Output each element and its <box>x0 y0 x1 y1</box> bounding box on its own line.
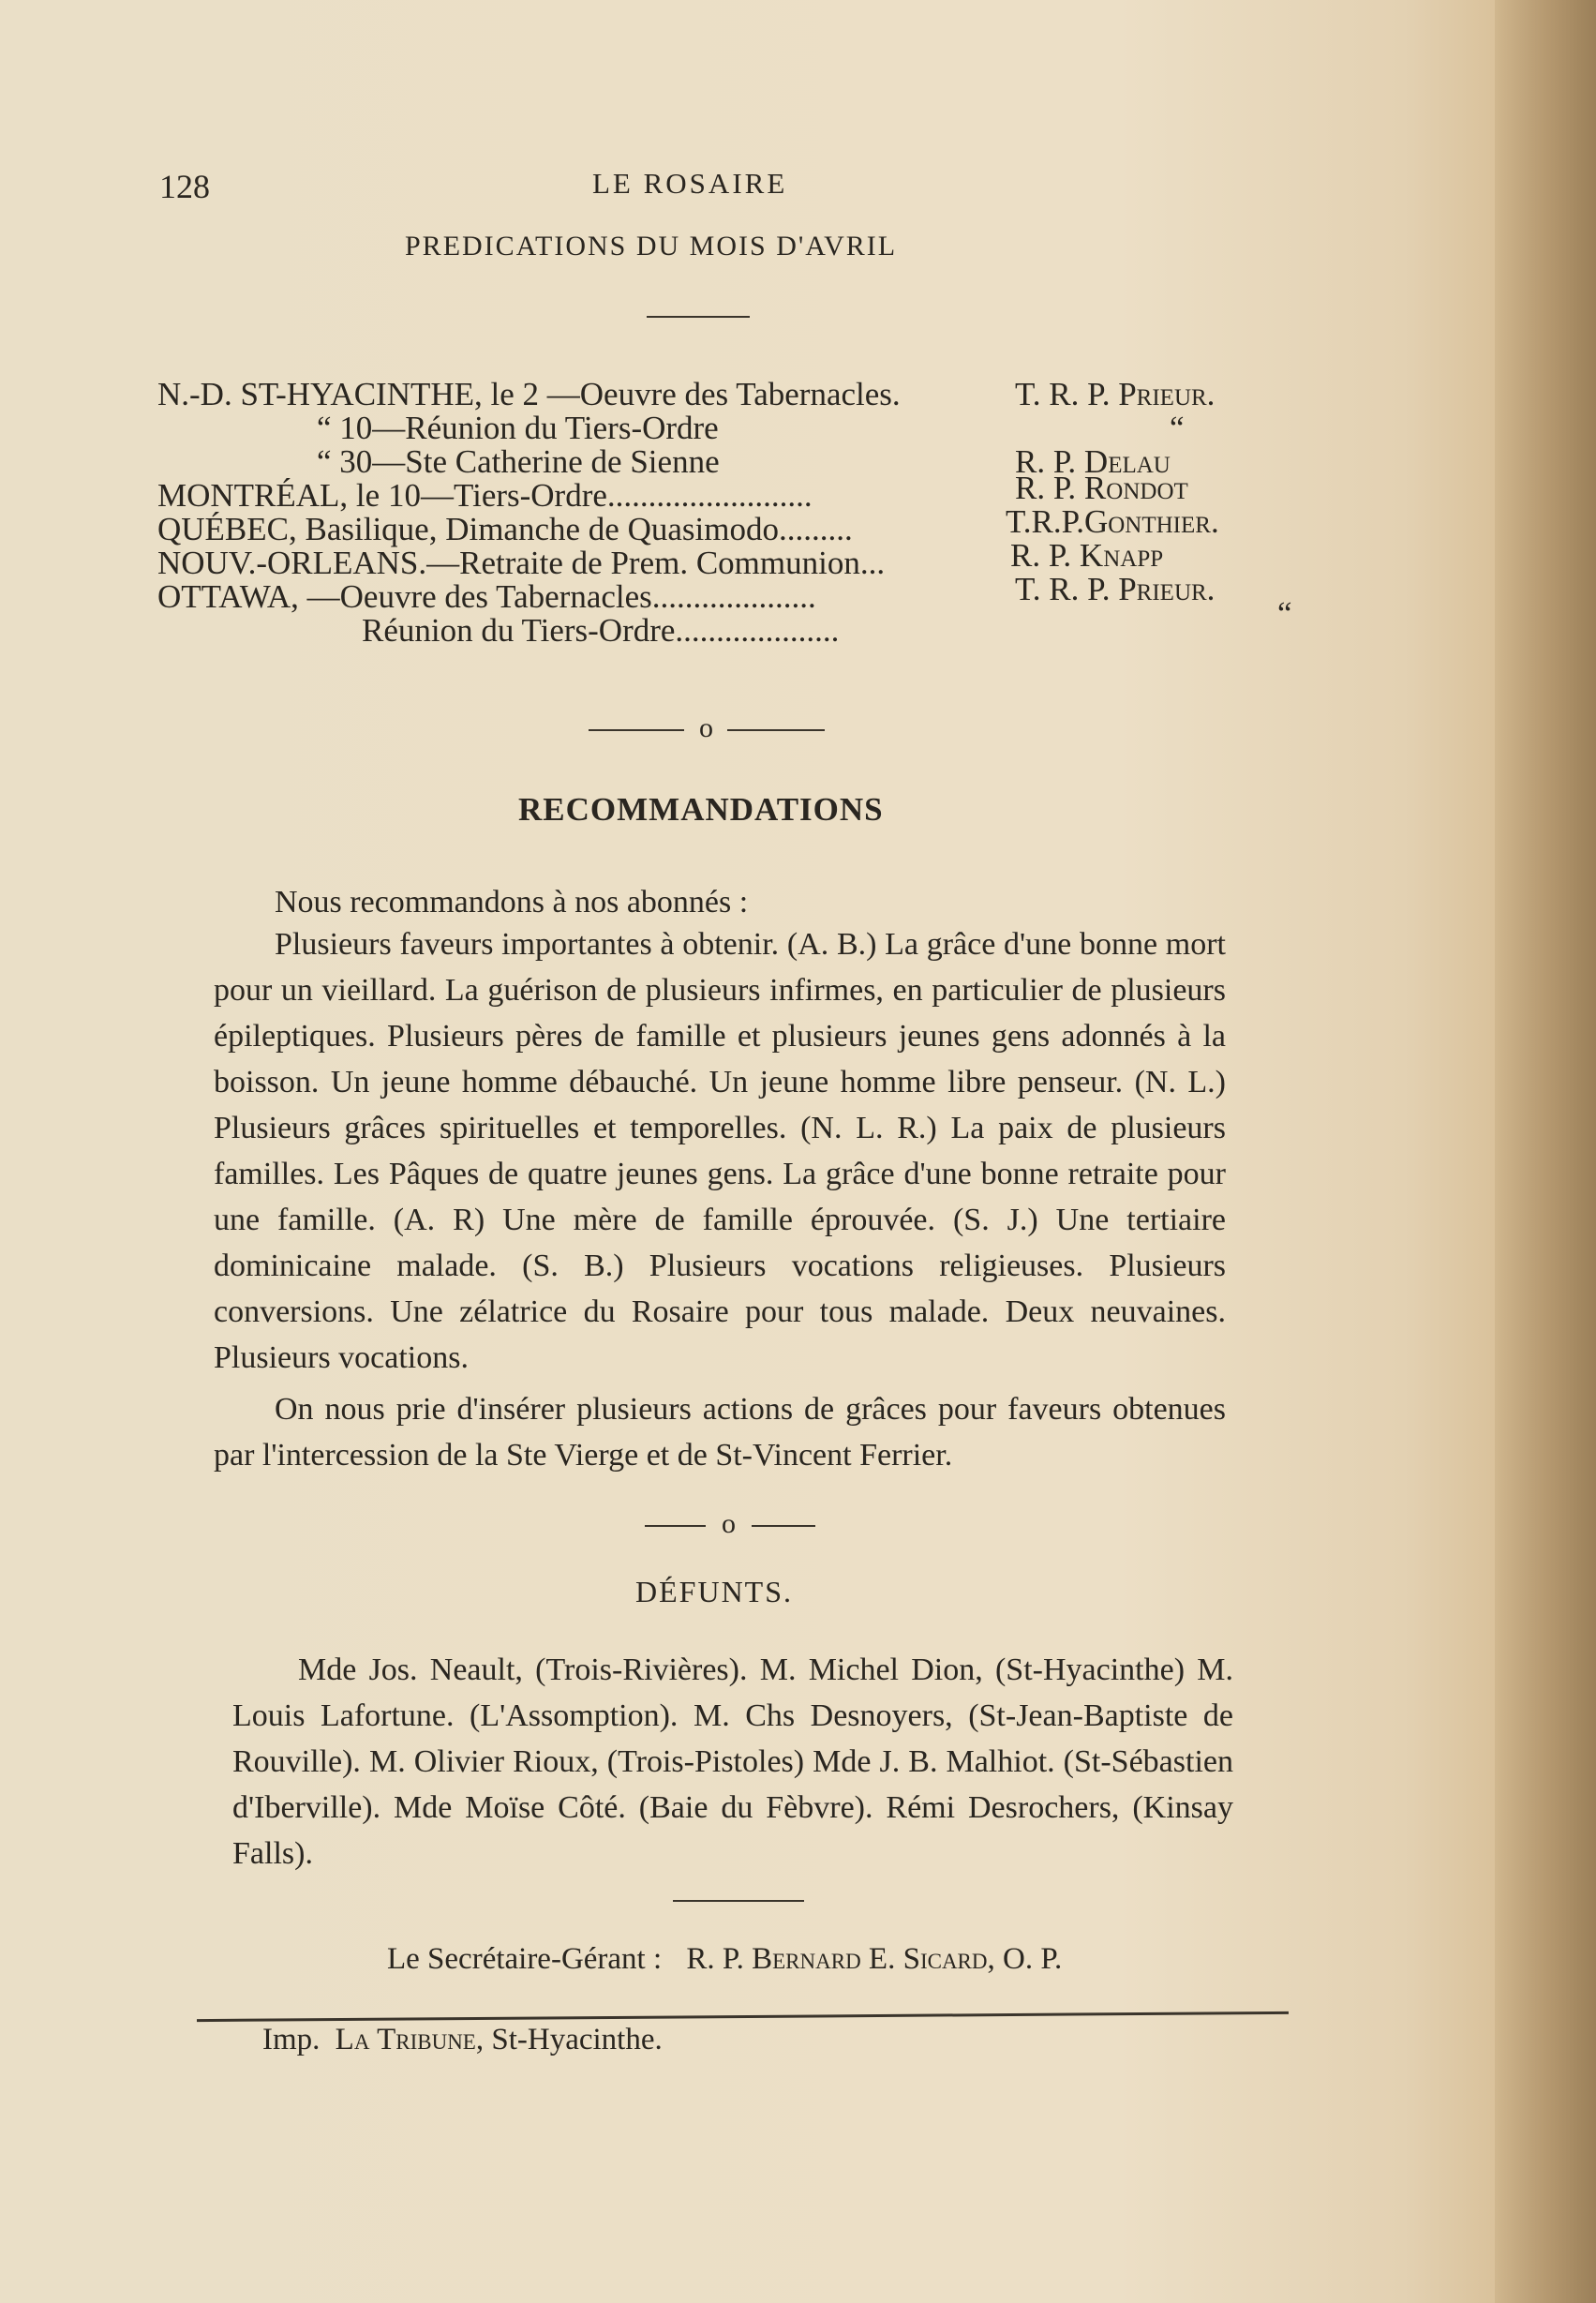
separator-right <box>727 729 825 731</box>
bottom-rule <box>197 2011 1289 2022</box>
separator-right <box>752 1525 815 1527</box>
schedule-preacher: “ <box>1277 595 1292 632</box>
separator-left <box>645 1525 706 1527</box>
signature-label: Le Secrétaire-Gérant : <box>387 1942 663 1976</box>
schedule-event: “ 10—Réunion du Tiers-Ordre <box>317 410 719 446</box>
schedule-preacher: T. R. P. Prieur. <box>1015 571 1216 607</box>
recommandations-body: Plusieurs faveurs importantes à obtenir. (A. B.) La grâce d'une bonne mort pour un vieillard. La guérison de plusieurs infirmes, en particulier de plusieurs épileptiques. Plusieurs pères de famille et plusieurs jeunes gens adonnés à la boisson. Un jeune homme débauché. Un jeune homme libre penseur. (N. L.) Plusieurs grâces spirituelles et temporelles. (N. L. R.) La paix de plusieurs familles. Les Pâques de quatre jeunes gens. La grâce d'une bonne retraite pour une famille. (A. R) Une mère de famille éprouvée. (S. J.) Une tertiaire dominicaine malade. (S. B.) Plusieurs vocations religieuses. Plusieurs conversions. Une zélatrice du Rosaire pour tous malade. Deux neuvaines. Plusieurs vocations. <box>214 927 1226 1375</box>
schedule-event: MONTRÉAL, le 10—Tiers-Ordre......................... <box>157 477 813 514</box>
recommandations-title: RECOMMANDATIONS <box>518 791 884 828</box>
schedule-preacher: R. P. Rondot <box>1015 470 1188 506</box>
recommandations-closing: On nous prie d'insérer plusieurs actions de grâces pour faveurs obtenues par l'intercession de la Ste Vierge et de St-Vincent Ferrier. <box>214 1392 1226 1473</box>
page-number: 128 <box>159 168 210 205</box>
schedule-preacher: T.R.P.Gonthier. <box>1006 503 1219 540</box>
imprint-place: , St-Hyacinthe. <box>475 2023 663 2056</box>
section-title-predications: PREDICATIONS DU MOIS D'AVRIL <box>405 231 898 262</box>
schedule-event: Réunion du Tiers-Ordre.................... <box>362 612 840 649</box>
divider-short <box>673 1900 804 1902</box>
signature-name: R. P. Bernard E. Sicard, O. P. <box>686 1942 1063 1976</box>
divider-short <box>647 316 750 318</box>
page-edge-shadow <box>1495 0 1596 2303</box>
schedule-preacher: R. P. Knapp <box>1010 537 1164 574</box>
recommandations-intro: Nous recommandons à nos abonnés : <box>275 885 749 920</box>
schedule-event: “ 30—Ste Catherine de Sienne <box>317 443 720 480</box>
schedule-event: NOUV.-ORLEANS.—Retraite de Prem. Communion... <box>157 545 886 581</box>
schedule-event: QUÉBEC, Basilique, Dimanche de Quasimodo......... <box>157 511 853 547</box>
schedule-preacher: “ <box>1170 410 1185 446</box>
separator-mark: o <box>699 712 713 743</box>
defunts-title: DÉFUNTS. <box>635 1575 794 1608</box>
separator-left <box>589 729 684 731</box>
schedule-list <box>157 376 1292 668</box>
schedule-event: N.-D. ST-HYACINTHE, le 2 —Oeuvre des Tabernacles. <box>157 376 901 412</box>
imprint-press: La Tribune <box>335 2023 476 2056</box>
imprint <box>262 2023 663 2057</box>
schedule-preacher: T. R. P. Prieur. <box>1015 376 1216 412</box>
defunts-body: Mde Jos. Neault, (Trois-Rivières). M. Michel Dion, (St-Hyacinthe) M. Louis Lafortune. (L'Assomption). M. Chs Desnoyers, (St-Jean-Baptiste de Rouville). M. Olivier Rioux, (Trois-Pistoles) Mde J. B. Malhiot. (St-Sébastien d'Iberville). Mde Moïse Côté. (Baie du Fèbvre). Rémi Desrochers, (Kinsay Falls). <box>232 1652 1233 1871</box>
defunts-text <box>232 1647 1233 1877</box>
running-title: LE ROSAIRE <box>592 167 788 200</box>
recommandations-text <box>214 879 1226 1478</box>
signature <box>387 1942 1062 1977</box>
imprint-prefix: Imp. <box>262 2023 321 2056</box>
separator-mark: o <box>722 1508 736 1539</box>
schedule-event: OTTAWA, —Oeuvre des Tabernacles.................... <box>157 578 816 615</box>
schedule-preacher: R. P. Delau <box>1015 443 1171 480</box>
